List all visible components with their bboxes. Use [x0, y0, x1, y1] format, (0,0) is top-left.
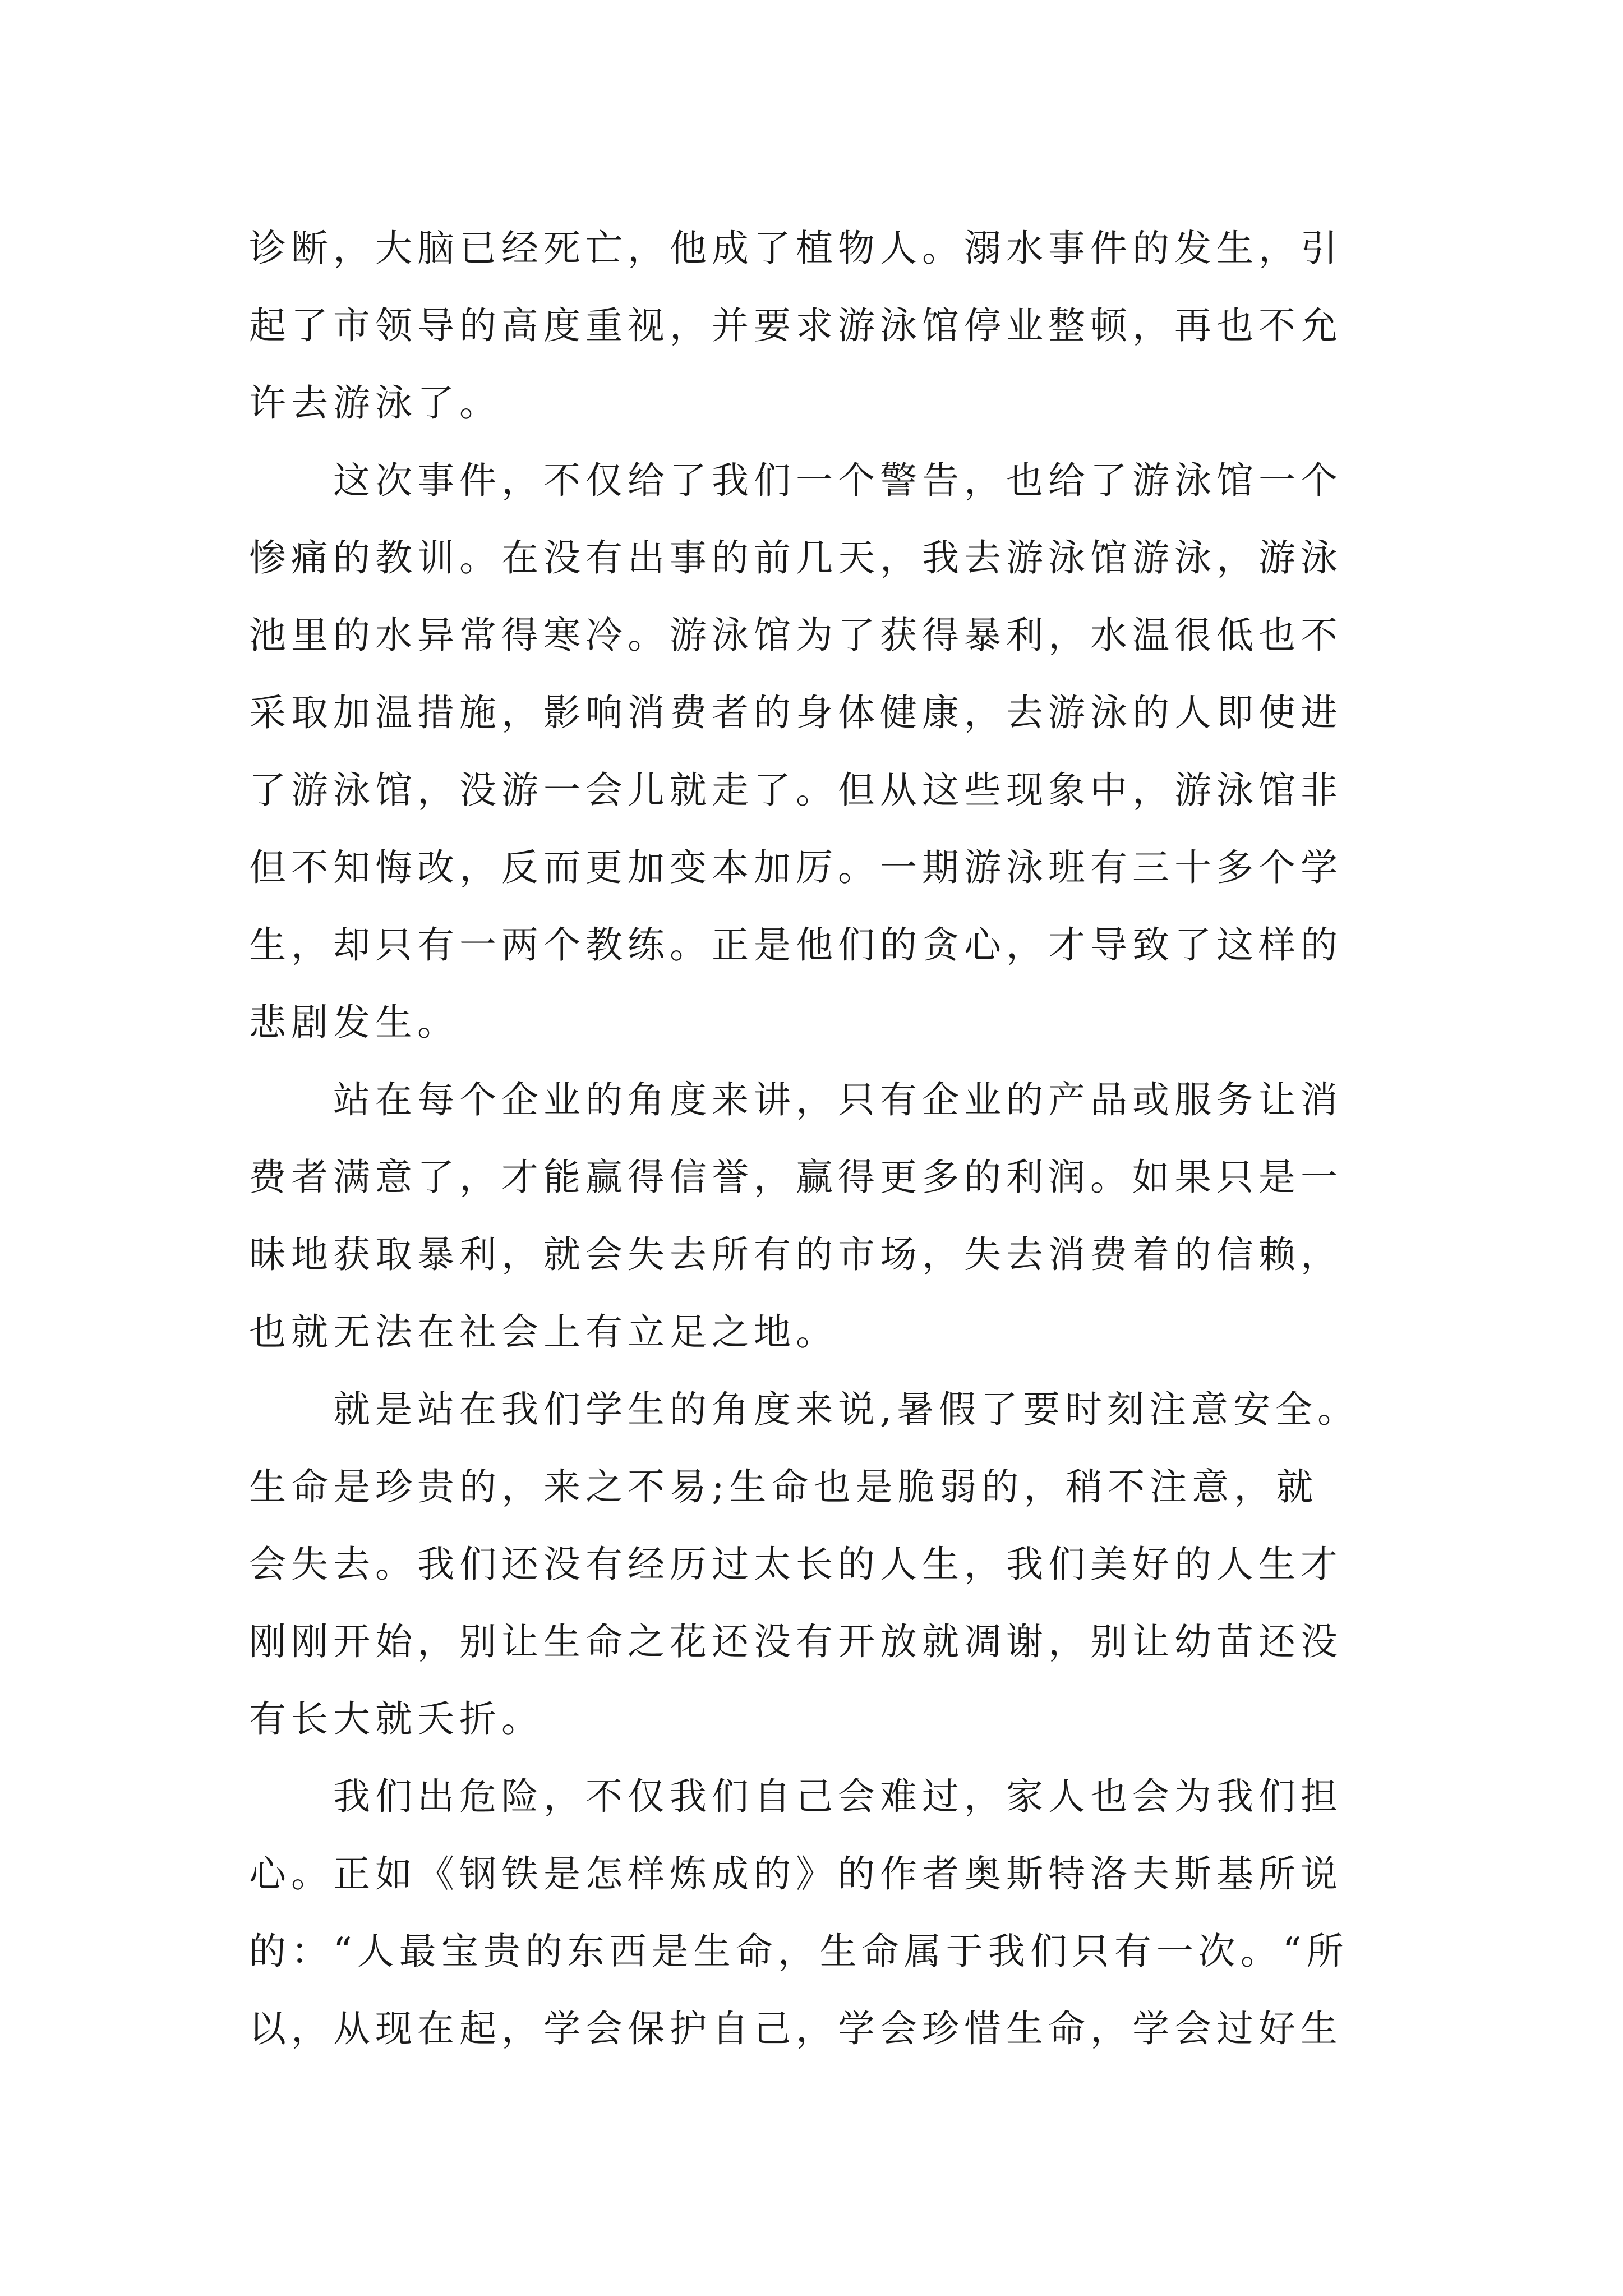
text-line: 池里的水异常得寒冷。游泳馆为了获得暴利，水温很低也不 [249, 614, 1343, 657]
text-line: 这次事件，不仅给了我们一个警告，也给了游泳馆一个 [333, 459, 1343, 502]
text-line: 悲剧发生。 [249, 1001, 459, 1044]
text-line: 站在每个企业的角度来讲，只有企业的产品或服务让消 [333, 1078, 1343, 1121]
text-line: 采取加温措施，影响消费者的身体健康，去游泳的人即使进 [249, 691, 1343, 734]
text-line: 诊断，大脑已经死亡，他成了植物人。溺水事件的发生，引 [249, 227, 1343, 270]
text-line: 就是站在我们学生的角度来说,暑假了要时刻注意安全。 [333, 1388, 1359, 1431]
text-line: 也就无法在社会上有立足之地。 [249, 1310, 838, 1354]
text-line: 起了市领导的高度重视，并要求游泳馆停业整顿，再也不允 [249, 304, 1343, 347]
body-text [249, 210, 1380, 2068]
text-line: 刚刚开始，别让生命之花还没有开放就凋谢，别让幼苗还没 [249, 1620, 1343, 1663]
text-line: 费者满意了，才能赢得信誉，赢得更多的利润。如果只是一 [249, 1156, 1343, 1199]
text-line: 我们出危险，不仅我们自己会难过，家人也会为我们担 [333, 1775, 1343, 1818]
text-line: 生，却只有一两个教练。正是他们的贪心，才导致了这样的 [249, 923, 1343, 967]
text-line: 的：“人最宝贵的东西是生命，生命属于我们只有一次。“所 [249, 1930, 1349, 1973]
text-line: 心。正如《钢铁是怎样炼成的》的作者奥斯特洛夫斯基所说 [249, 1852, 1343, 1895]
text-line: 了游泳馆，没游一会儿就走了。但从这些现象中，游泳馆非 [249, 769, 1343, 812]
text-line: 以，从现在起，学会保护自己，学会珍惜生命，学会过好生 [249, 2007, 1343, 2050]
text-line: 许去游泳了。 [249, 381, 501, 425]
text-line: 昧地获取暴利，就会失去所有的市场，失去消费着的信赖， [249, 1233, 1343, 1276]
text-line: 但不知悔改，反而更加变本加厉。一期游泳班有三十多个学 [249, 846, 1343, 889]
text-line: 惨痛的教训。在没有出事的前几天，我去游泳馆游泳，游泳 [249, 536, 1343, 579]
text-line: 会失去。我们还没有经历过太长的人生，我们美好的人生才 [249, 1543, 1343, 1586]
text-line: 有长大就夭折。 [249, 1697, 543, 1741]
text-line: 生命是珍贵的，来之不易;生命也是脆弱的，稍不注意，就 [249, 1465, 1318, 1508]
